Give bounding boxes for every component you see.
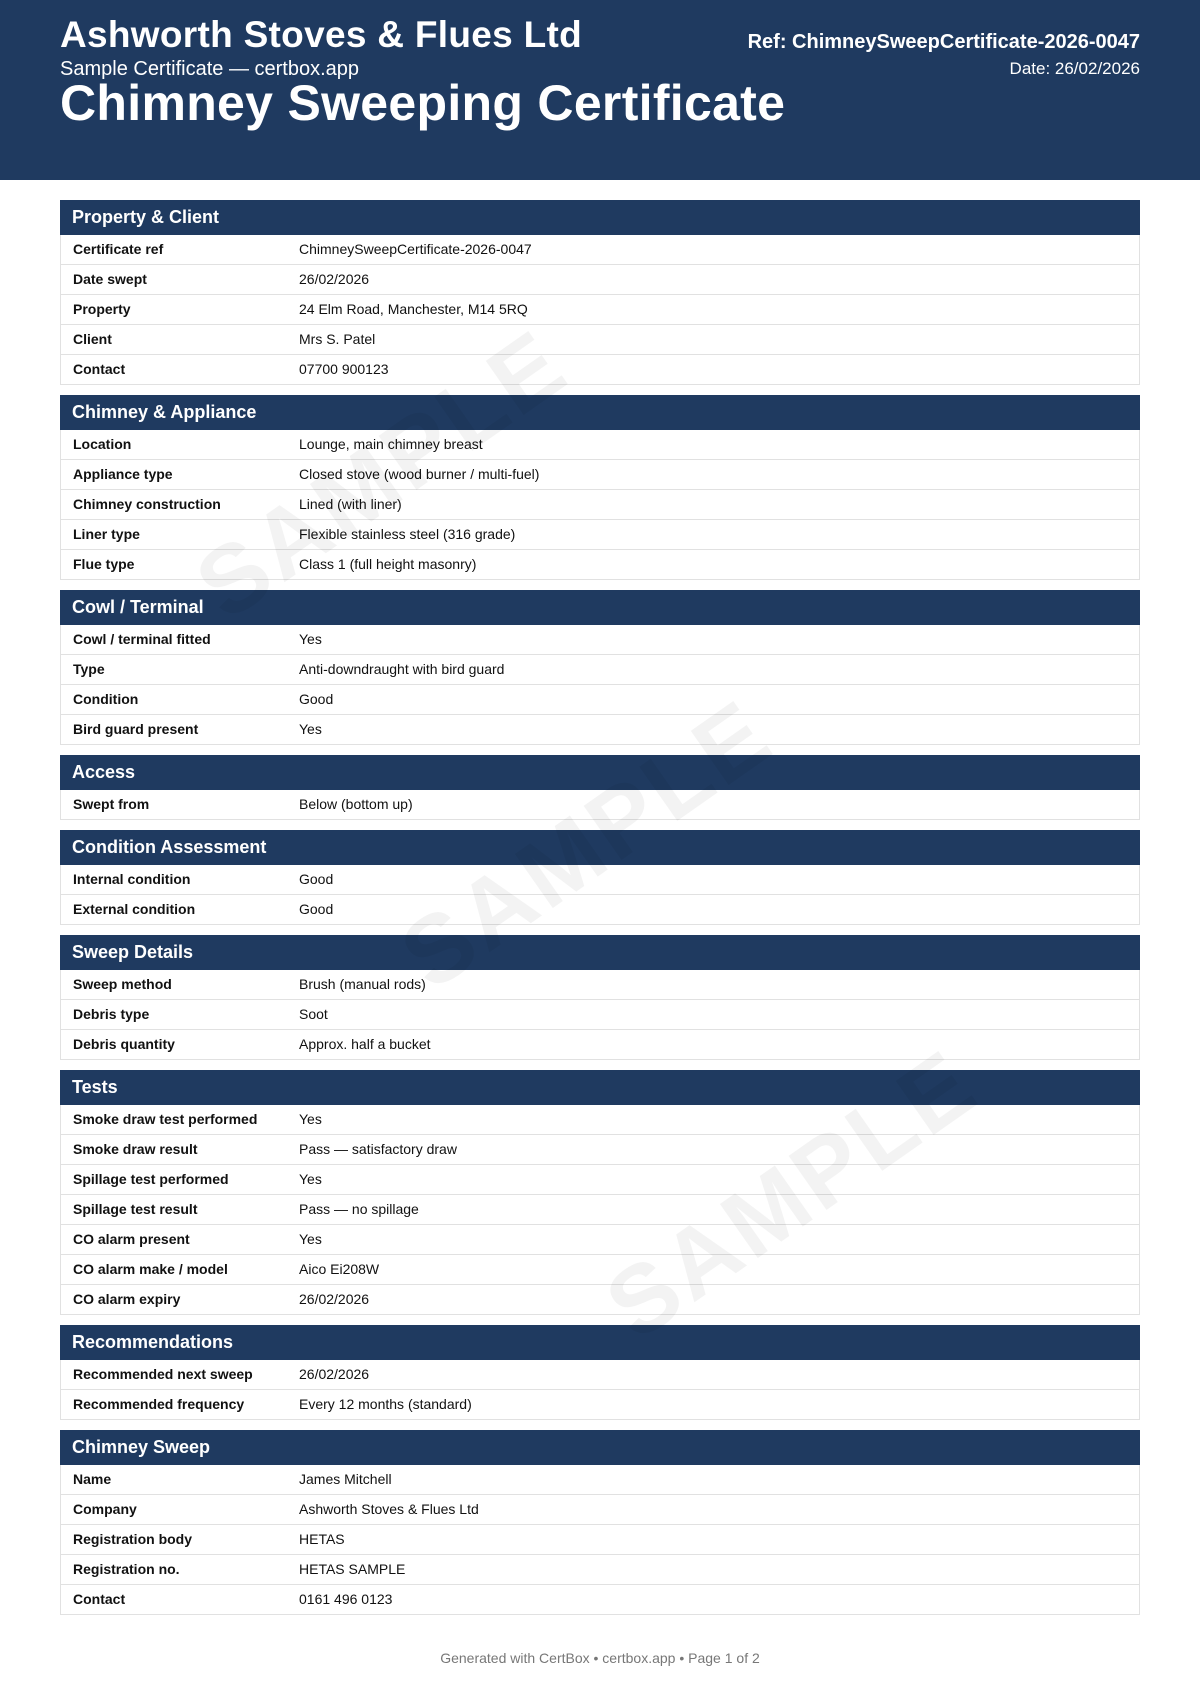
detail-label: Registration body — [73, 1531, 193, 1547]
detail-value: HETAS — [299, 1531, 345, 1547]
detail-row — [60, 970, 1140, 1000]
detail-label: Liner type — [73, 526, 140, 542]
section-heading: Condition Assessment — [60, 830, 1140, 865]
detail-value: Good — [299, 691, 334, 707]
section-chimney-sweep — [60, 1430, 1140, 1615]
detail-label: Registration no. — [73, 1561, 180, 1577]
detail-value: Brush (manual rods) — [299, 976, 426, 992]
detail-value: 24 Elm Road, Manchester, M14 5RQ — [299, 301, 528, 317]
company-name: Ashworth Stoves & Flues Ltd — [60, 14, 583, 55]
detail-label: External condition — [73, 901, 196, 917]
detail-row — [60, 895, 1140, 925]
detail-label: Contact — [73, 1591, 126, 1607]
section-heading: Property & Client — [60, 200, 1140, 235]
detail-label: Smoke draw test performed — [73, 1111, 258, 1127]
detail-row — [60, 1360, 1140, 1390]
detail-label: Chimney construction — [73, 496, 221, 512]
detail-value: 0161 496 0123 — [299, 1591, 393, 1607]
section-cowl-terminal — [60, 590, 1140, 745]
detail-label: Recommended next sweep — [73, 1366, 253, 1382]
detail-value: Yes — [299, 631, 322, 647]
detail-value: Good — [299, 901, 334, 917]
certificate-date: Date: 26/02/2026 — [1009, 59, 1140, 78]
section-heading: Access — [60, 755, 1140, 790]
detail-row — [60, 655, 1140, 685]
detail-value: Approx. half a bucket — [299, 1036, 431, 1052]
detail-value: Pass — satisfactory draw — [299, 1141, 457, 1157]
detail-row — [60, 1285, 1140, 1315]
detail-label: Condition — [73, 691, 139, 707]
page-footer: Generated with CertBox • certbox.app • Page 1 of 2 — [440, 1650, 760, 1666]
detail-value: Mrs S. Patel — [299, 331, 376, 347]
detail-row — [60, 1525, 1140, 1555]
detail-row — [60, 1030, 1140, 1060]
detail-row — [60, 1495, 1140, 1525]
certificate-title: Chimney Sweeping Certificate — [60, 75, 786, 131]
detail-row — [60, 490, 1140, 520]
detail-label: Recommended frequency — [73, 1396, 245, 1412]
detail-label: Swept from — [73, 796, 150, 812]
detail-row — [60, 520, 1140, 550]
section-heading: Sweep Details — [60, 935, 1140, 970]
section-tests — [60, 1070, 1140, 1315]
detail-label: CO alarm present — [73, 1231, 190, 1247]
detail-label: Contact — [73, 361, 126, 377]
detail-row — [60, 1255, 1140, 1285]
detail-value: Yes — [299, 721, 322, 737]
detail-label: Client — [73, 331, 112, 347]
section-heading: Chimney & Appliance — [60, 395, 1140, 430]
detail-label: Name — [73, 1471, 112, 1487]
detail-value: Below (bottom up) — [299, 796, 413, 812]
detail-label: Debris quantity — [73, 1036, 175, 1052]
detail-row — [60, 625, 1140, 655]
section-heading: Cowl / Terminal — [60, 590, 1140, 625]
detail-label: Property — [73, 301, 131, 317]
detail-value: HETAS SAMPLE — [299, 1561, 406, 1577]
detail-label: Certificate ref — [73, 241, 164, 257]
section-condition-assessment — [60, 830, 1140, 925]
detail-value: Lined (with liner) — [299, 496, 402, 512]
section-access — [60, 755, 1140, 820]
detail-label: Smoke draw result — [73, 1141, 198, 1157]
detail-row — [60, 1165, 1140, 1195]
detail-label: CO alarm expiry — [73, 1291, 181, 1307]
detail-row — [60, 430, 1140, 460]
detail-row — [60, 1195, 1140, 1225]
certificate-ref: Ref: ChimneySweepCertificate-2026-0047 — [747, 31, 1140, 53]
detail-label: Cowl / terminal fitted — [73, 631, 211, 647]
detail-value: Yes — [299, 1171, 322, 1187]
detail-value: Anti-downdraught with bird guard — [299, 661, 505, 677]
detail-value: Flexible stainless steel (316 grade) — [299, 526, 516, 542]
detail-row — [60, 355, 1140, 385]
certificate-header — [0, 0, 1200, 180]
detail-label: Spillage test performed — [73, 1171, 229, 1187]
detail-row — [60, 1465, 1140, 1495]
certificate-body — [60, 200, 1140, 1625]
detail-label: Appliance type — [73, 466, 173, 482]
detail-label: Type — [73, 661, 105, 677]
detail-label: Internal condition — [73, 871, 191, 887]
certificate-subtitle: Sample Certificate — certbox.app — [60, 58, 360, 80]
detail-row — [60, 790, 1140, 820]
detail-value: Soot — [299, 1006, 328, 1022]
detail-row — [60, 295, 1140, 325]
detail-value: 07700 900123 — [299, 361, 389, 377]
detail-value: Good — [299, 871, 334, 887]
detail-row — [60, 550, 1140, 580]
detail-value: Every 12 months (standard) — [299, 1396, 472, 1412]
detail-row — [60, 235, 1140, 265]
detail-row — [60, 1225, 1140, 1255]
detail-row — [60, 325, 1140, 355]
section-heading: Chimney Sweep — [60, 1430, 1140, 1465]
detail-label: Bird guard present — [73, 721, 199, 737]
detail-value: ChimneySweepCertificate-2026-0047 — [299, 241, 532, 257]
detail-label: Location — [73, 436, 132, 452]
detail-label: Date swept — [73, 271, 147, 287]
detail-value: Yes — [299, 1111, 322, 1127]
detail-label: Flue type — [73, 556, 135, 572]
detail-label: CO alarm make / model — [73, 1261, 228, 1277]
section-chimney-appliance — [60, 395, 1140, 580]
detail-value: James Mitchell — [299, 1471, 392, 1487]
detail-row — [60, 1000, 1140, 1030]
detail-label: Sweep method — [73, 976, 172, 992]
detail-row — [60, 685, 1140, 715]
detail-value: Pass — no spillage — [299, 1201, 419, 1217]
detail-row — [60, 1105, 1140, 1135]
detail-row — [60, 1390, 1140, 1420]
section-sweep-details — [60, 935, 1140, 1060]
section-recommendations — [60, 1325, 1140, 1420]
detail-value: 26/02/2026 — [299, 271, 370, 287]
detail-value: Aico Ei208W — [299, 1261, 380, 1277]
section-heading: Tests — [60, 1070, 1140, 1105]
section-heading: Recommendations — [60, 1325, 1140, 1360]
detail-row — [60, 1585, 1140, 1615]
detail-row — [60, 1135, 1140, 1165]
detail-label: Company — [73, 1501, 137, 1517]
detail-value: 26/02/2026 — [299, 1366, 370, 1382]
detail-row — [60, 715, 1140, 745]
section-property-client — [60, 200, 1140, 385]
detail-value: Class 1 (full height masonry) — [299, 556, 477, 572]
detail-value: 26/02/2026 — [299, 1291, 370, 1307]
detail-row — [60, 460, 1140, 490]
detail-row — [60, 1555, 1140, 1585]
detail-value: Yes — [299, 1231, 322, 1247]
detail-row — [60, 265, 1140, 295]
detail-label: Spillage test result — [73, 1201, 198, 1217]
detail-row — [60, 865, 1140, 895]
detail-value: Ashworth Stoves & Flues Ltd — [299, 1501, 479, 1517]
detail-value: Lounge, main chimney breast — [299, 436, 483, 452]
detail-value: Closed stove (wood burner / multi-fuel) — [299, 466, 540, 482]
detail-label: Debris type — [73, 1006, 150, 1022]
